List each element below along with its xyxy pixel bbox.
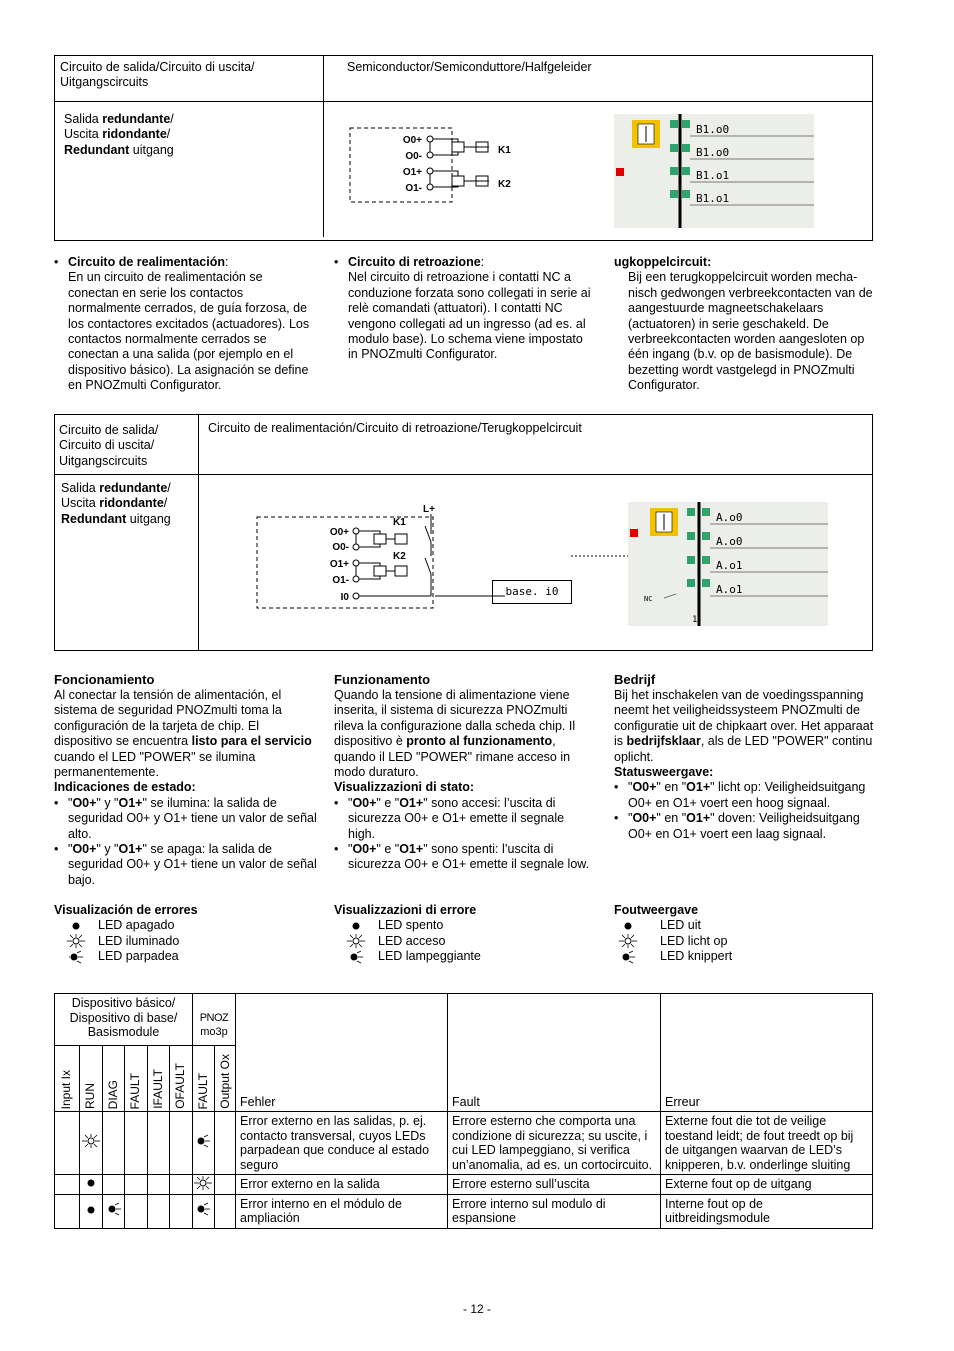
led-on-icon	[82, 1134, 100, 1148]
base-device-header: Dispositivo básico/ Dispositivo di base/ Basismodule	[55, 994, 193, 1046]
svg-text:O0+: O0+	[329, 527, 349, 538]
led-off-icon	[614, 921, 642, 931]
table2-header-left: Circuito de salida/ Circuito di uscita/ Uitgangscircuits	[55, 415, 199, 475]
error-legend-it: Visualizzazioni di errore LED spento LED acceso LED lampeggiante	[334, 903, 481, 964]
svg-text:O1+: O1+	[329, 559, 349, 570]
terminal-o0-plus: O0+	[402, 135, 422, 146]
table1-header-right: Semiconductor/Semiconduttore/Halfgeleider	[324, 56, 873, 102]
led-blink-icon	[195, 1134, 211, 1148]
feedback-nl-text: Bij een terugkoppelcircuit worden mecha-nisch gedwongen verbreekcontacten van de aangestuurde magneetschakelaars (actuatoren) in serie geschakeld. De verbreekcontacten worden aangesloten op één ingang (b.v. op de basismodule). De bezetting wordt vastgelegd in PNOZmulti Configurator.	[628, 270, 873, 393]
col-run: RUN	[80, 1046, 103, 1112]
svg-text:K1: K1	[393, 517, 406, 528]
feedback-nl: ugkoppelcircuit: Bij een terugkoppelcircuit worden mecha-nisch gedwongen verbreekcontacten van de aangestuurde magneetschakelaars (actuatoren) in serie geschakeld. De verbreekcontacten worden aangesloten op één ingang (b.v. op de basismodule). De bezetting wordt vastgelegd in PNOZmulti Configurator.	[614, 255, 876, 394]
led-blink-icon	[334, 950, 378, 964]
col-ifault: IFAULT	[148, 1046, 170, 1112]
led-on-icon	[54, 934, 98, 948]
terminal-o0-minus: O0-	[404, 151, 422, 162]
svg-text:O1-: O1-	[332, 575, 349, 586]
led-blink-icon	[54, 950, 98, 964]
led-on-icon	[334, 934, 378, 948]
svg-text:L+: L+	[423, 504, 435, 515]
led-on-icon	[194, 1176, 212, 1190]
operation-nl: Bedrijf Bij het inschakelen van de voedingsspanning neemt het veiligheidssysteem PNOZmulti de configuratie uit de chipkaart over. Het apparaat is bedrijfsklaar, als de LED "POWER" continu oplicht. Statusweergave: • "O0+" en "O1+" licht op: Veiligheidsuitgang O0+ en O1+ voert een hoog signaal. • "O0+" en "O1+" doven: Veiligheidsuitgang O0+ en O1+ voert een laag signaal.	[614, 672, 878, 842]
col-input-ix: Input Ix	[55, 1046, 80, 1112]
table1-header-left: Circuito de salida/Circuito di uscita/ Uitgangscircuits	[55, 56, 324, 102]
error-status-table	[54, 993, 873, 1229]
led-blink-icon	[195, 1202, 211, 1216]
operation-es: Foncionamiento Al conectar la tensión de alimentación, el sistema de seguridad PNOZmulti toma la configuración de la tarjeta de chip. El dispositivo se encuentra listo para el servicio cuando el LED "POWER" se ilumina permanentemente. Indicaciones de estado: • "O0+" y "O1+" se ilumina: la salida de seguridad O0+ y O1+ tiene un valor de señal alto. • "O0+" y "O1+" se apaga: la salida de seguridad O0+ y O1+ tiene un valor de señal bajo.	[54, 672, 319, 888]
col-ofault: OFAULT	[170, 1046, 193, 1112]
configurator-screen-1	[614, 114, 814, 228]
table2-row-diagram-cell	[199, 475, 873, 651]
feedback-it: • Circuito di retroazione: Nel circuito di retroazione i contatti NC a conduzione forzata sono collegati in serie ai relè comandati (attuatori). I contatti NC vengono collegati ad un ingresso (ad es. al modulo base). Lo schema viene impostato in PNOZmulti Configurator.	[334, 255, 596, 363]
col-fault-mo3p: FAULT	[193, 1046, 215, 1112]
screen1-label-2: B1.o1	[695, 169, 729, 182]
svg-text:A.o1: A.o1	[716, 583, 743, 596]
svg-text:NC: NC	[644, 595, 653, 603]
operation-it: Funzionamento Quando la tensione di alimentazione viene inserita, il sistema di sicurezza PNOZmulti rileva la configurazione dalla scheda chip. Il dispositivo è pronto al funzionamento, quando il LED "POWER" rimane acceso in modo duraturo. Visualizzazioni di stato: • "O0+" e "O1+" sono accesi: l’uscita di sicurezza O0+ e O1+ emette il segnale high. • "O0+" e "O1+" sono spenti: l’uscita di sicurezza O0+ e O1+ emette il segnale low.	[334, 672, 592, 873]
svg-text:A.o1: A.o1	[716, 559, 743, 572]
error-legend-nl: Foutweergave LED uit LED licht op LED knippert	[614, 903, 733, 964]
table1-row-diagram-cell	[324, 102, 873, 241]
led-off-icon	[334, 921, 378, 931]
relay-k2-label: K2	[497, 179, 511, 190]
svg-text:A.o0: A.o0	[716, 535, 743, 548]
svg-text:A.o0: A.o0	[716, 511, 743, 524]
table2-header-right: Circuito de realimentación/Circuito di retroazione/Terugkoppelcircuit	[199, 415, 873, 475]
terminal-o1-plus: O1+	[402, 167, 422, 178]
col-header-fault: Fault	[448, 994, 661, 1112]
table-row: Error externo en la salida Errore esterno sull’uscita Externe fout op de uitgang	[55, 1175, 873, 1195]
led-off-icon	[86, 1178, 96, 1188]
table-row: Error externo en las salidas, p. ej. contacto transversal, cuyos LEDs parpadean que conduce al estado seguro Errore esterno che comporta una condizione di sicurezza; su uscite, i cui LED lampeggiano, si verifica un’anomalia, ad es. un cortocircuito. Externe fout die tot de veilige toestand leidt; de fout treedt op bij de uitgangen waarvan de LED’s knipperen, b.v. onderlinge sluiting	[55, 1112, 873, 1175]
col-diag: DIAG	[103, 1046, 125, 1112]
col-fault: FAULT	[125, 1046, 148, 1112]
output-wiring-diagram-1	[346, 122, 536, 212]
relay-k1-label: K1	[497, 145, 511, 156]
col-header-erreur: Erreur	[661, 994, 873, 1112]
led-blink-icon	[614, 950, 642, 964]
led-off-icon	[86, 1205, 96, 1215]
col-header-fehler: Fehler	[236, 994, 448, 1112]
screen1-label-1: B1.o0	[695, 146, 729, 159]
col-output-ox: Output Ox	[214, 1046, 236, 1112]
feedback-it-text: Nel circuito di retroazione i contatti NC a conduzione forzata sono collegati in serie ai relè comandati (attuatori). I contatti NC vengono collegati ad un ingresso (ad es. al modulo base). Lo schema viene impostato in PNOZmulti Configurator.	[348, 270, 591, 362]
feedback-wiring-diagram	[255, 500, 655, 612]
feedback-es: • Circuito de realimentación: En un circuito de realimentación se conectan en serie los contactos normalmente cerrados, de guía forzosa, de los contactores excitados (actuadores). Los contactos normalmente cerrados se conectan a una salida (por ejemplo en el dispositivo básico). La asignación se define en PNOZmulti Configurator.	[54, 255, 314, 394]
pnoz-mo3p-header: PNOZ mo3p	[193, 994, 236, 1046]
svg-text:I0: I0	[340, 592, 349, 603]
screen1-label-0: B1.o0	[695, 123, 729, 136]
terminal-o1-minus: O1-	[404, 183, 422, 194]
base-i0-box: base. i0	[492, 580, 572, 604]
page-number: - 12 -	[462, 1302, 491, 1316]
svg-text:K2: K2	[393, 551, 406, 562]
error-legend-es: Visualización de errores LED apagado LED iluminado LED parpadea	[54, 903, 198, 964]
configurator-screen-2	[628, 502, 828, 626]
svg-text:1: 1	[692, 615, 698, 625]
svg-text:O0-: O0-	[332, 542, 349, 553]
led-on-icon	[614, 934, 642, 948]
led-blink-icon	[106, 1202, 122, 1216]
table2-row-label: Salida redundante/ Uscita ridondante/ Redundant uitgang	[55, 475, 199, 651]
feedback-es-text: En un circuito de realimentación se conectan en serie los contactos normalmente cerrados, de guía forzosa, de los contactores excitados (actuadores). Los contactos normalmente cerrados se conectan a una salida (por ejemplo en el dispositivo básico). La asignación se define en PNOZmulti Configurator.	[68, 270, 310, 393]
led-off-icon	[54, 921, 98, 931]
output-circuit-table-feedback	[54, 414, 873, 651]
screen1-label-3: B1.o1	[695, 192, 729, 205]
table-row: Error interno en el módulo de ampliación Errore interno sul modulo di espansione Interne fout op de uitbreidingsmodule	[55, 1194, 873, 1228]
table1-row-label: Salida redundante/ Uscita ridondante/ Redundant uitgang	[55, 102, 324, 241]
output-circuit-table-semiconductor	[54, 55, 873, 241]
